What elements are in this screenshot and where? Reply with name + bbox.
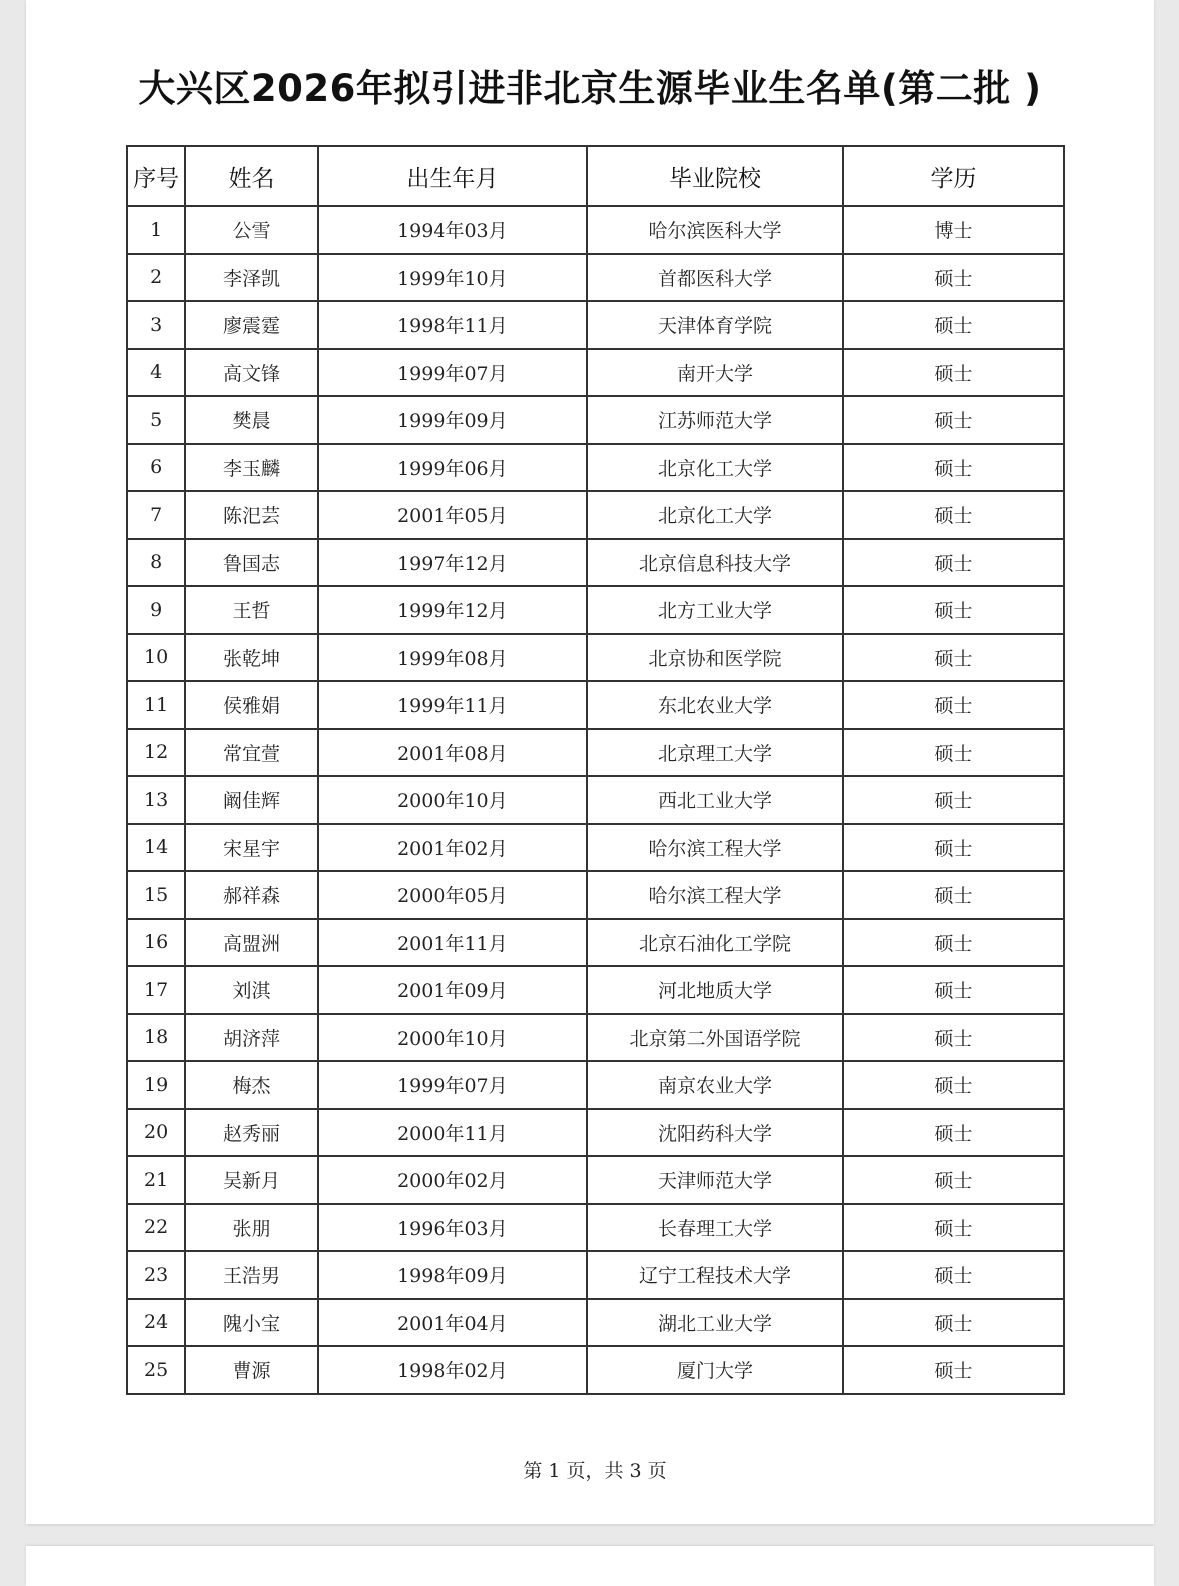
cell-name: 鲁国志 bbox=[185, 539, 318, 587]
cell-birth: 1999年10月 bbox=[318, 254, 587, 302]
table-row bbox=[127, 539, 1064, 587]
table-row bbox=[127, 396, 1064, 444]
cell-birth: 1996年03月 bbox=[318, 1204, 587, 1252]
table-row bbox=[127, 1299, 1064, 1347]
cell-degree: 硕士 bbox=[843, 729, 1064, 777]
cell-degree: 硕士 bbox=[843, 254, 1064, 302]
cell-name: 吴新月 bbox=[185, 1156, 318, 1204]
cell-no: 13 bbox=[127, 776, 185, 824]
cell-school: 湖北工业大学 bbox=[587, 1299, 843, 1347]
table-row bbox=[127, 634, 1064, 682]
cell-school: 北京石油化工学院 bbox=[587, 919, 843, 967]
cell-degree: 硕士 bbox=[843, 871, 1064, 919]
cell-birth: 2000年11月 bbox=[318, 1109, 587, 1157]
cell-degree: 硕士 bbox=[843, 349, 1064, 397]
table-header-row bbox=[127, 146, 1064, 206]
cell-degree: 硕士 bbox=[843, 586, 1064, 634]
cell-name: 张乾坤 bbox=[185, 634, 318, 682]
table-row bbox=[127, 1204, 1064, 1252]
cell-no: 16 bbox=[127, 919, 185, 967]
table-row bbox=[127, 1014, 1064, 1062]
cell-degree: 硕士 bbox=[843, 301, 1064, 349]
cell-name: 赵秀丽 bbox=[185, 1109, 318, 1157]
cell-degree: 硕士 bbox=[843, 491, 1064, 539]
cell-degree: 博士 bbox=[843, 206, 1064, 254]
cell-degree: 硕士 bbox=[843, 1346, 1064, 1394]
cell-birth: 2000年02月 bbox=[318, 1156, 587, 1204]
table-row bbox=[127, 824, 1064, 872]
cell-birth: 1998年02月 bbox=[318, 1346, 587, 1394]
cell-degree: 硕士 bbox=[843, 539, 1064, 587]
cell-school: 东北农业大学 bbox=[587, 681, 843, 729]
cell-no: 25 bbox=[127, 1346, 185, 1394]
table-row bbox=[127, 444, 1064, 492]
cell-no: 5 bbox=[127, 396, 185, 444]
cell-degree: 硕士 bbox=[843, 1299, 1064, 1347]
cell-birth: 1999年08月 bbox=[318, 634, 587, 682]
cell-name: 李泽凯 bbox=[185, 254, 318, 302]
cell-no: 2 bbox=[127, 254, 185, 302]
cell-school: 北京化工大学 bbox=[587, 491, 843, 539]
cell-no: 9 bbox=[127, 586, 185, 634]
cell-name: 陈汜芸 bbox=[185, 491, 318, 539]
cell-school: 北京第二外国语学院 bbox=[587, 1014, 843, 1062]
cell-no: 15 bbox=[127, 871, 185, 919]
cell-birth: 1999年12月 bbox=[318, 586, 587, 634]
cell-birth: 2000年10月 bbox=[318, 776, 587, 824]
cell-no: 10 bbox=[127, 634, 185, 682]
cell-birth: 2000年05月 bbox=[318, 871, 587, 919]
table-row bbox=[127, 349, 1064, 397]
cell-degree: 硕士 bbox=[843, 776, 1064, 824]
cell-birth: 2001年09月 bbox=[318, 966, 587, 1014]
cell-no: 22 bbox=[127, 1204, 185, 1252]
cell-school: 北京理工大学 bbox=[587, 729, 843, 777]
cell-birth: 1994年03月 bbox=[318, 206, 587, 254]
cell-school: 哈尔滨医科大学 bbox=[587, 206, 843, 254]
cell-no: 19 bbox=[127, 1061, 185, 1109]
table-row bbox=[127, 776, 1064, 824]
cell-name: 刘淇 bbox=[185, 966, 318, 1014]
cell-name: 郝祥森 bbox=[185, 871, 318, 919]
cell-name: 隗小宝 bbox=[185, 1299, 318, 1347]
cell-school: 长春理工大学 bbox=[587, 1204, 843, 1252]
cell-birth: 1999年06月 bbox=[318, 444, 587, 492]
header-name: 姓名 bbox=[185, 146, 318, 206]
cell-name: 阚佳辉 bbox=[185, 776, 318, 824]
cell-school: 辽宁工程技术大学 bbox=[587, 1251, 843, 1299]
table-row bbox=[127, 681, 1064, 729]
cell-degree: 硕士 bbox=[843, 1014, 1064, 1062]
cell-no: 20 bbox=[127, 1109, 185, 1157]
table-row bbox=[127, 1156, 1064, 1204]
table-row bbox=[127, 729, 1064, 777]
table-row bbox=[127, 206, 1064, 254]
cell-name: 高盟洲 bbox=[185, 919, 318, 967]
cell-degree: 硕士 bbox=[843, 444, 1064, 492]
cell-degree: 硕士 bbox=[843, 824, 1064, 872]
cell-school: 哈尔滨工程大学 bbox=[587, 824, 843, 872]
cell-birth: 1998年09月 bbox=[318, 1251, 587, 1299]
cell-name: 侯雅娟 bbox=[185, 681, 318, 729]
cell-degree: 硕士 bbox=[843, 396, 1064, 444]
graduate-list-table bbox=[126, 145, 1065, 1395]
cell-birth: 2001年11月 bbox=[318, 919, 587, 967]
cell-school: 南京农业大学 bbox=[587, 1061, 843, 1109]
cell-degree: 硕士 bbox=[843, 681, 1064, 729]
cell-no: 21 bbox=[127, 1156, 185, 1204]
cell-birth: 1997年12月 bbox=[318, 539, 587, 587]
cell-name: 王哲 bbox=[185, 586, 318, 634]
table-row bbox=[127, 1109, 1064, 1157]
table-row bbox=[127, 491, 1064, 539]
cell-name: 王浩男 bbox=[185, 1251, 318, 1299]
table-row bbox=[127, 586, 1064, 634]
cell-birth: 1999年09月 bbox=[318, 396, 587, 444]
header-degree: 学历 bbox=[843, 146, 1064, 206]
cell-no: 18 bbox=[127, 1014, 185, 1062]
cell-name: 廖震霆 bbox=[185, 301, 318, 349]
cell-no: 24 bbox=[127, 1299, 185, 1347]
cell-no: 7 bbox=[127, 491, 185, 539]
cell-birth: 2001年05月 bbox=[318, 491, 587, 539]
cell-degree: 硕士 bbox=[843, 1109, 1064, 1157]
cell-school: 首都医科大学 bbox=[587, 254, 843, 302]
header-birth: 出生年月 bbox=[318, 146, 587, 206]
cell-birth: 1999年07月 bbox=[318, 1061, 587, 1109]
cell-name: 梅杰 bbox=[185, 1061, 318, 1109]
page-number-footer: 第 1 页，共 3 页 bbox=[523, 1460, 667, 1482]
cell-name: 高文锋 bbox=[185, 349, 318, 397]
cell-school: 北京信息科技大学 bbox=[587, 539, 843, 587]
cell-school: 沈阳药科大学 bbox=[587, 1109, 843, 1157]
cell-school: 南开大学 bbox=[587, 349, 843, 397]
cell-degree: 硕士 bbox=[843, 634, 1064, 682]
cell-no: 14 bbox=[127, 824, 185, 872]
cell-degree: 硕士 bbox=[843, 1061, 1064, 1109]
cell-birth: 1998年11月 bbox=[318, 301, 587, 349]
cell-no: 4 bbox=[127, 349, 185, 397]
table-row bbox=[127, 871, 1064, 919]
table-row bbox=[127, 1251, 1064, 1299]
cell-no: 1 bbox=[127, 206, 185, 254]
cell-no: 23 bbox=[127, 1251, 185, 1299]
cell-birth: 2001年04月 bbox=[318, 1299, 587, 1347]
table-row bbox=[127, 919, 1064, 967]
cell-name: 胡济萍 bbox=[185, 1014, 318, 1062]
cell-no: 11 bbox=[127, 681, 185, 729]
cell-birth: 2001年08月 bbox=[318, 729, 587, 777]
cell-no: 8 bbox=[127, 539, 185, 587]
cell-school: 天津师范大学 bbox=[587, 1156, 843, 1204]
cell-school: 河北地质大学 bbox=[587, 966, 843, 1014]
cell-school: 北京化工大学 bbox=[587, 444, 843, 492]
cell-birth: 2000年10月 bbox=[318, 1014, 587, 1062]
cell-school: 江苏师范大学 bbox=[587, 396, 843, 444]
cell-no: 6 bbox=[127, 444, 185, 492]
header-no: 序号 bbox=[127, 146, 185, 206]
cell-degree: 硕士 bbox=[843, 919, 1064, 967]
cell-degree: 硕士 bbox=[843, 966, 1064, 1014]
cell-name: 樊晨 bbox=[185, 396, 318, 444]
cell-name: 李玉麟 bbox=[185, 444, 318, 492]
cell-name: 公雪 bbox=[185, 206, 318, 254]
cell-school: 西北工业大学 bbox=[587, 776, 843, 824]
table-row bbox=[127, 254, 1064, 302]
cell-birth: 1999年11月 bbox=[318, 681, 587, 729]
cell-no: 17 bbox=[127, 966, 185, 1014]
cell-degree: 硕士 bbox=[843, 1156, 1064, 1204]
table-row bbox=[127, 1061, 1064, 1109]
table-body bbox=[127, 206, 1064, 1394]
next-page-edge bbox=[26, 1546, 1154, 1586]
cell-school: 北方工业大学 bbox=[587, 586, 843, 634]
cell-degree: 硕士 bbox=[843, 1251, 1064, 1299]
cell-degree: 硕士 bbox=[843, 1204, 1064, 1252]
table-row bbox=[127, 301, 1064, 349]
cell-school: 天津体育学院 bbox=[587, 301, 843, 349]
cell-school: 厦门大学 bbox=[587, 1346, 843, 1394]
cell-birth: 1999年07月 bbox=[318, 349, 587, 397]
cell-name: 曹源 bbox=[185, 1346, 318, 1394]
cell-school: 北京协和医学院 bbox=[587, 634, 843, 682]
document-title: 大兴区2026年拟引进非北京生源毕业生名单(第二批 ) bbox=[138, 67, 1042, 110]
cell-name: 宋星宇 bbox=[185, 824, 318, 872]
table-row bbox=[127, 1346, 1064, 1394]
cell-name: 张朋 bbox=[185, 1204, 318, 1252]
document-page bbox=[26, 0, 1154, 1524]
cell-no: 3 bbox=[127, 301, 185, 349]
cell-school: 哈尔滨工程大学 bbox=[587, 871, 843, 919]
cell-name: 常宜萱 bbox=[185, 729, 318, 777]
cell-no: 12 bbox=[127, 729, 185, 777]
header-school: 毕业院校 bbox=[587, 146, 843, 206]
cell-birth: 2001年02月 bbox=[318, 824, 587, 872]
table-row bbox=[127, 966, 1064, 1014]
